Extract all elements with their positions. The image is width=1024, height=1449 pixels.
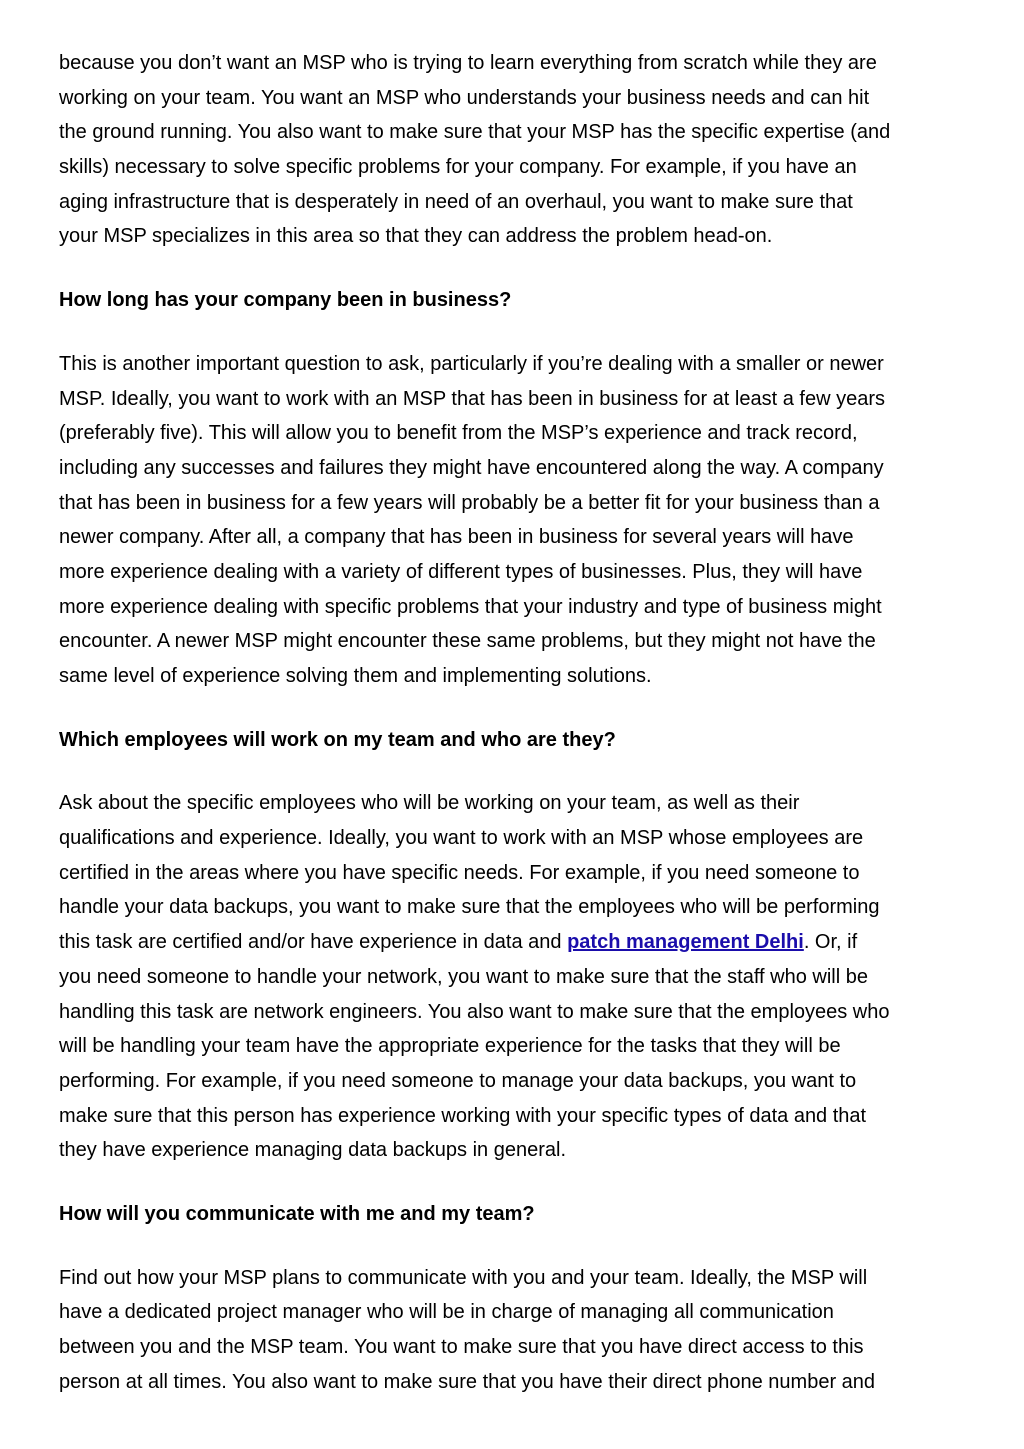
- paragraph-line: handling this task are network engineers. You also want to make sure that the employees who: [59, 1000, 890, 1023]
- paragraph-line: performing. For example, if you need someone to manage your data backups, you want to: [59, 1069, 857, 1092]
- link-line-prefix: this task are certified and/or have experience in data and: [59, 931, 568, 954]
- paragraph-line: (preferably five). This will allow you to benefit from the MSP’s experience and track record,: [59, 422, 858, 445]
- paragraph-line: handle your data backups, you want to make sure that the employees who will be performing: [59, 896, 880, 919]
- paragraph-line: qualifications and experience. Ideally, you want to work with an MSP whose employees are: [59, 827, 864, 850]
- paragraph-line: will be handling your team have the appropriate experience for the tasks that they will be: [59, 1035, 841, 1058]
- communication-paragraph: [59, 1261, 969, 1400]
- paragraph-line: including any successes and failures they might have encountered along the way. A company: [59, 456, 884, 479]
- section-heading-employees: Which employees will work on my team and who are they?: [59, 728, 616, 751]
- section-heading-communication: How will you communicate with me and my team?: [59, 1202, 535, 1225]
- paragraph-line: your MSP specializes in this area so that they can address the problem head-on.: [59, 225, 773, 248]
- paragraph-line: you need someone to handle your network, you want to make sure that the staff who will be: [59, 965, 868, 988]
- paragraph-line: MSP. Ideally, you want to work with an MSP that has been in business for at least a few years: [59, 387, 885, 410]
- paragraph-line: working on your team. You want an MSP who understands your business needs and can hit: [59, 86, 870, 109]
- link-line-suffix: . Or, if: [803, 931, 858, 954]
- paragraph-line: encounter. A newer MSP might encounter these same problems, but they might not have the: [59, 630, 876, 653]
- intro-paragraph: [59, 46, 969, 254]
- document-page: [59, 46, 969, 1399]
- paragraph-line: that has been in business for a few years will probably be a better fit for your business than a: [59, 491, 880, 514]
- paragraph-line: newer company. After all, a company that has been in business for several years will have: [59, 526, 854, 549]
- paragraph-line: more experience dealing with specific problems that your industry and type of business might: [59, 595, 882, 618]
- business-length-paragraph: [59, 347, 969, 694]
- paragraph-line: skills) necessary to solve specific problems for your company. For example, if you have an: [59, 156, 857, 179]
- paragraph-line: have a dedicated project manager who will be in charge of managing all communication: [59, 1301, 834, 1324]
- paragraph-line: aging infrastructure that is desperately in need of an overhaul, you want to make sure that: [59, 190, 853, 213]
- paragraph-line: because you don’t want an MSP who is trying to learn everything from scratch while they are: [59, 52, 877, 74]
- paragraph-line: same level of experience solving them and implementing solutions.: [59, 665, 652, 688]
- paragraph-line: Find out how your MSP plans to communicate with you and your team. Ideally, the MSP will: [59, 1266, 868, 1289]
- paragraph-line: Ask about the specific employees who will be working on your team, as well as their: [59, 792, 800, 815]
- paragraph-line: between you and the MSP team. You want to make sure that you have direct access to this: [59, 1336, 864, 1359]
- paragraph-line-with-link: [59, 925, 969, 960]
- paragraph-line: This is another important question to ask, particularly if you’re dealing with a smaller or newer: [59, 352, 884, 375]
- paragraph-line: more experience dealing with a variety of different types of businesses. Plus, they will have: [59, 560, 863, 583]
- employees-paragraph: [59, 786, 969, 1168]
- paragraph-line: certified in the areas where you have specific needs. For example, if you need someone to: [59, 861, 860, 884]
- paragraph-line: make sure that this person has experience working with your specific types of data and that: [59, 1104, 867, 1127]
- paragraph-line: the ground running. You also want to make sure that your MSP has the specific expertise (and: [59, 121, 891, 144]
- section-heading-business-length: How long has your company been in business?: [59, 289, 512, 312]
- paragraph-line: they have experience managing data backups in general.: [59, 1139, 567, 1162]
- patch-management-link[interactable]: patch management Delhi: [567, 931, 804, 954]
- paragraph-line: person at all times. You also want to make sure that you have their direct phone number and: [59, 1370, 876, 1393]
